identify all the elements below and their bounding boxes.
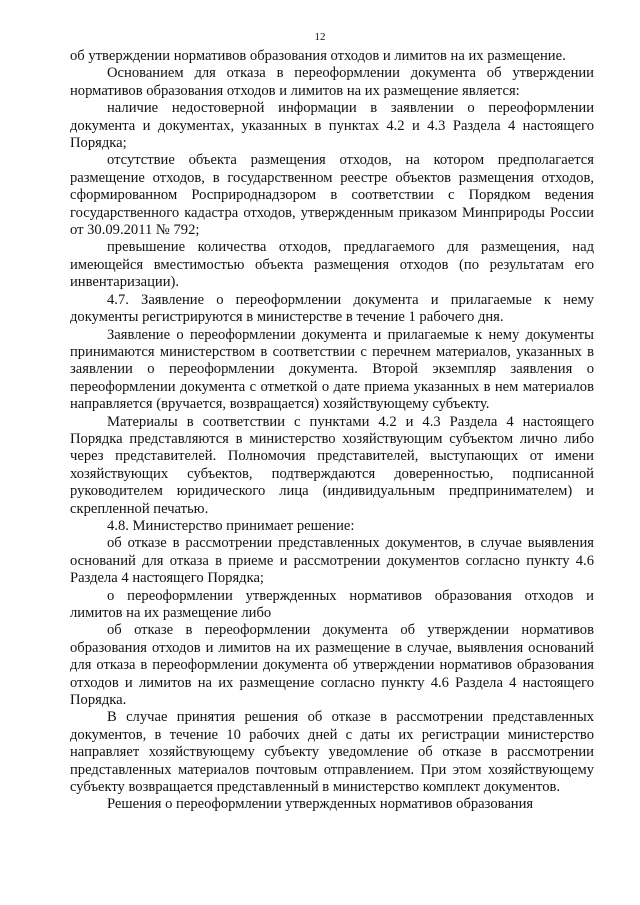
- paragraph-decision-refuse-review: об отказе в рассмотрении представленных документов, в случае выявления оснований для отказа в приеме и рассмотрении документов согласно пункту 4.6 Раздела 4 настоящего Порядка;: [70, 535, 594, 587]
- paragraph-clause-4-7: 4.7. Заявление о переоформлении документа и прилагаемые к нему документы регистрируются в министерстве в течение 1 рабочего дня.: [70, 291, 594, 326]
- paragraph-decision-reissue: о переоформлении утвержденных нормативов образования отходов и лимитов на их размещение либо: [70, 587, 594, 621]
- paragraph-refusal-grounds-intro: Основанием для отказа в переоформлении документа об утверждении нормативов образования отходов и лимитов на их размещение является:: [70, 65, 594, 99]
- paragraph-ground-unreliable-info: наличие недостоверной информации в заявлении о переоформлении документа и документах, указанных в пунктах 4.2 и 4.3 Раздела 4 настоящего Порядка;: [70, 100, 594, 152]
- paragraph-application-acceptance: Заявление о переоформлении документа и прилагаемые к нему документы принимаются министерством в соответствии с перечнем материалов, указанных в заявлении о переоформлении документа. Второй экземпляр заявления о переоформлении документа с отметкой о дате приема указанных в нем материалов направляется (вручается, возвращается) хозяйствующему субъекту.: [70, 326, 594, 413]
- paragraph-ground-no-disposal-object: отсутствие объекта размещения отходов, на котором предполагается размещение отходов, в государственном реестре объектов размещения отходов, сформированном Росприроднадзором в соответствии с Порядком ведения государственного кадастра отходов, утвержденным приказом Минприроды России от 30.09.2011 № 792;: [70, 152, 594, 239]
- document-body: [70, 48, 594, 814]
- paragraph-reissue-decisions: Решения о переоформлении утвержденных нормативов образования: [107, 796, 534, 813]
- paragraph-decision-refuse-reissue: об отказе в переоформлении документа об утверждении нормативов образования отходов и лимитов на их размещение в случае, выявления оснований для отказа в переоформлении документа об утверждении нормативов образования отходов и лимитов на их размещение согласно пункту 4.6 Раздела 4 настоящего Порядка.: [70, 622, 594, 709]
- page-number: 12: [314, 31, 326, 43]
- paragraph-materials-submission: Материалы в соответствии с пунктами 4.2 и 4.3 Раздела 4 настоящего Порядка представляются в министерство хозяйствующим субъектом лично либо через представителей. Полномочия представителей, выступающих от имени хозяйствующих субъектов, подтверждаются доверенностью, подписанной руководителем юридического лица (индивидуальным предпринимателем) и скрепленной печатью.: [70, 413, 594, 517]
- paragraph-ground-capacity-exceeded: превышение количества отходов, предлагаемого для размещения, над имеющейся вместимостью объекта размещения отходов (по результатам его инвентаризации).: [70, 239, 594, 291]
- paragraph-continuation: об утверждении нормативов образования отходов и лимитов на их размещение.: [70, 48, 566, 64]
- paragraph-clause-4-8: 4.8. Министерство принимает решение:: [107, 517, 355, 534]
- paragraph-refusal-notification: В случае принятия решения об отказе в рассмотрении представленных документов, в течение 10 рабочих дней с даты их регистрации министерство направляет хозяйствующему субъекту уведомление об отказе в рассмотрении представленных материалов почтовым отправлением. При этом хозяйствующему субъекту возвращается представленный в министерство комплект документов.: [70, 709, 594, 796]
